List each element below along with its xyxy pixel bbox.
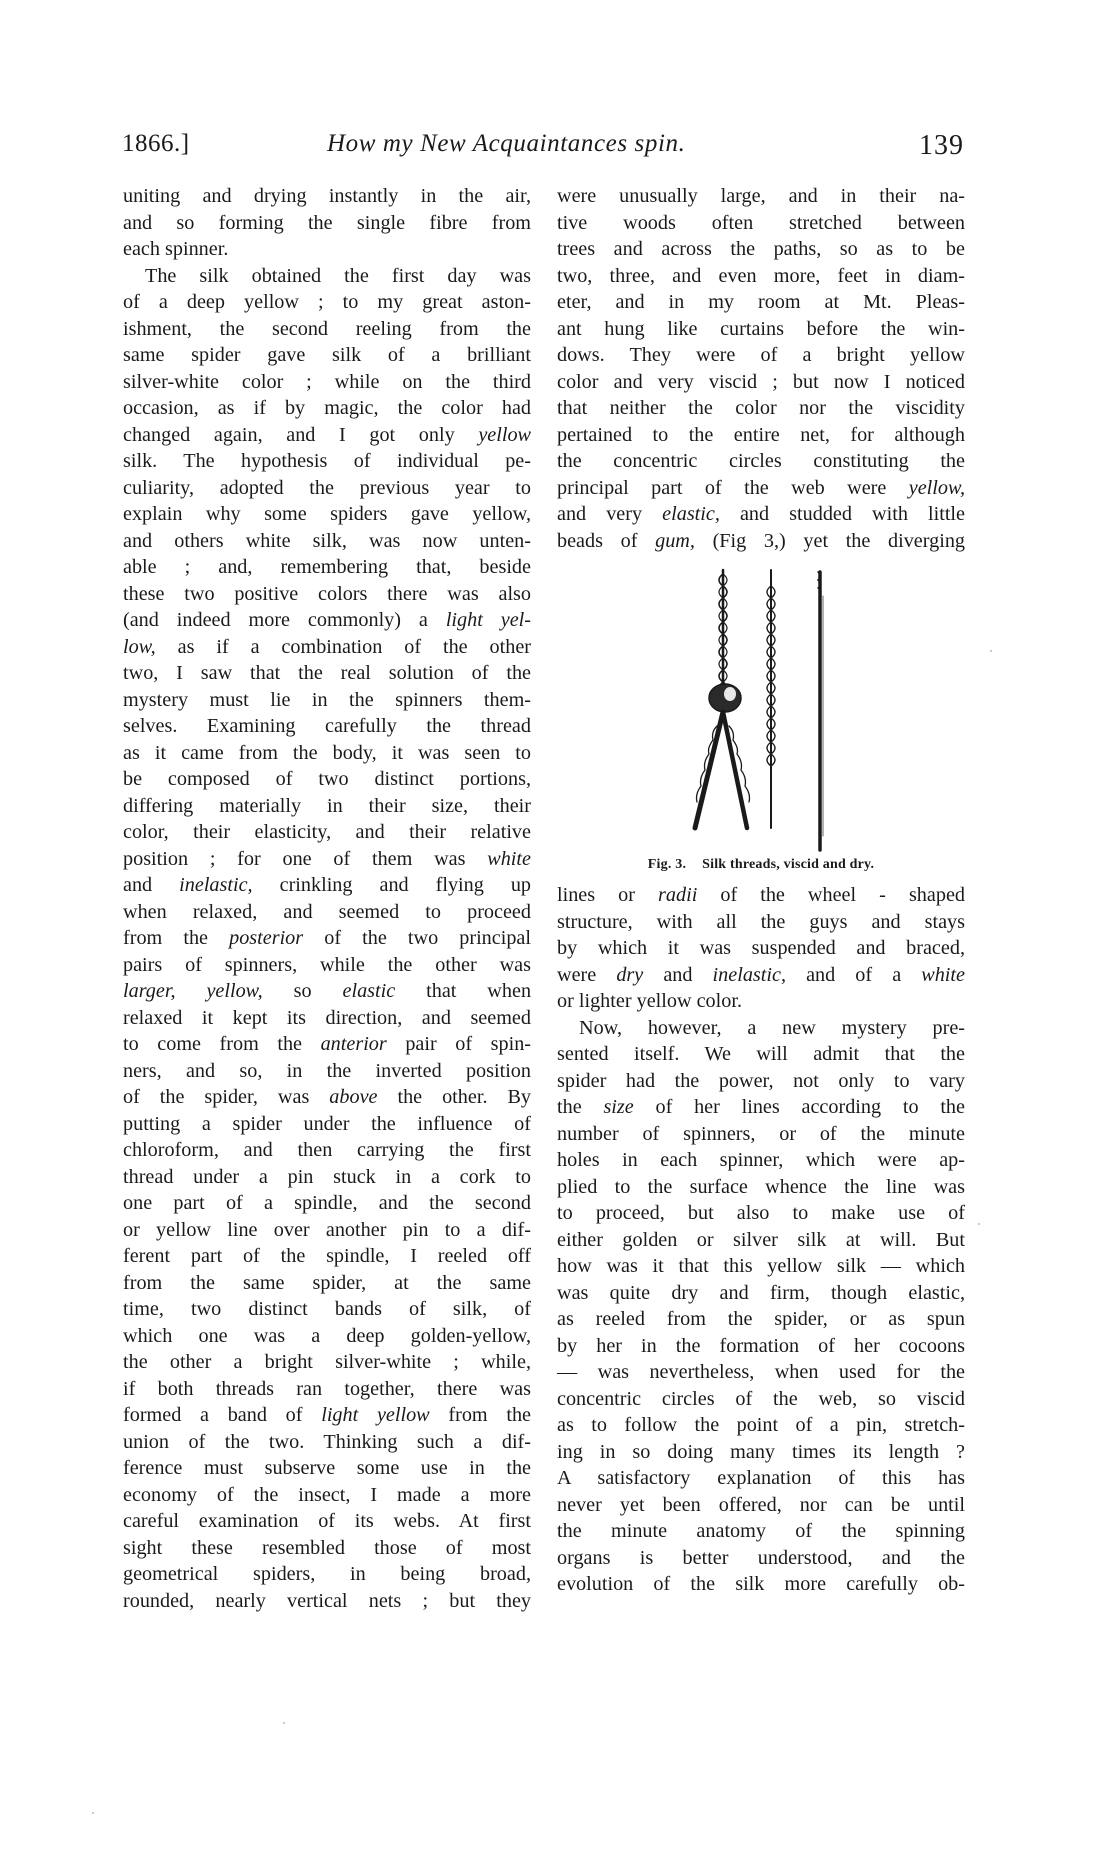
text-line: which one was a deep golden-yellow, [123, 1324, 531, 1347]
italic-term: anterior [320, 1033, 387, 1055]
text-line: and others white silk, was now unten- [123, 529, 531, 552]
text-line: to proceed, but also to make use of [557, 1202, 965, 1224]
text-line: same spider gave silk of a brilliant [123, 344, 531, 366]
text-line: and so forming the single fibre from [123, 211, 531, 234]
header-year: 1866.] [122, 130, 190, 157]
text-line: these two positive colors there was also [123, 582, 531, 605]
text-line: either golden or silver silk at will. But [557, 1228, 965, 1251]
scan-speck [978, 1223, 980, 1225]
text-line: concentric circles of the web, so viscid [557, 1387, 965, 1410]
text-line: never yet been offered, nor can be until [557, 1493, 965, 1516]
text-line: each spinner. [123, 238, 229, 260]
text-line: structure, with all the guys and stays [557, 910, 965, 933]
text-line: (and indeed more commonly) a light yel- [123, 609, 531, 631]
text-line: were unusually large, and in their na- [557, 185, 965, 207]
italic-term: light yellow [321, 1404, 430, 1426]
text-line: by which it was suspended and braced, [557, 937, 965, 959]
text-line: eter, and in my room at Mt. Pleas- [557, 291, 965, 313]
text-line: differing materially in their size, their [123, 794, 531, 817]
italic-term: inelastic, [712, 963, 786, 986]
text-line: when relaxed, and seemed to proceed [123, 900, 531, 923]
text-line: ant hung like curtains before the win- [557, 317, 965, 340]
text-line: mystery must lie in the spinners them- [123, 688, 531, 711]
text-line: the concentric circles constituting the [557, 450, 965, 472]
italic-term: radii [658, 884, 698, 906]
italic-term: larger, [123, 980, 176, 1002]
text-line: ference must subserve some use in the [123, 1457, 531, 1479]
italic-term: white [487, 847, 531, 870]
text-line: tive woods often stretched between [557, 211, 965, 234]
text-line: color, their elasticity, and their relative [123, 821, 531, 843]
scan-speck [92, 1812, 94, 1814]
text-line: careful examination of its webs. At first [123, 1510, 531, 1532]
text-line: uniting and drying instantly in the air, [123, 185, 531, 207]
italic-term: yellow [478, 423, 532, 446]
figure-caption [557, 852, 965, 879]
italic-term: elastic [342, 980, 396, 1002]
italic-term: dry [616, 963, 644, 986]
page-number: 139 [919, 130, 964, 161]
text-line: of a deep yellow ; to my great aston- [123, 291, 531, 313]
text-line: one part of a spindle, and the second [123, 1192, 531, 1214]
italic-term: low, [123, 635, 156, 658]
text-line: be composed of two distinct portions, [123, 768, 531, 790]
text-line: or lighter yellow color. [557, 990, 743, 1012]
italic-term: yellow, [908, 476, 965, 499]
text-line: by her in the formation of her cocoons [557, 1334, 965, 1357]
right-column [557, 183, 965, 1598]
text-line: ishment, the second reeling from the [123, 317, 531, 340]
text-line: the minute anatomy of the spinning [557, 1520, 965, 1542]
text-line: of the spider, was above the other. By [123, 1086, 532, 1108]
text-line: plied to the surface whence the line was [557, 1175, 965, 1198]
text-line: and inelastic, crinkling and flying up [123, 874, 532, 896]
text-line: rounded, nearly vertical nets ; but they [123, 1589, 531, 1612]
text-line: thread under a pin stuck in a cork to [123, 1165, 531, 1188]
header-title: How my New Acquaintances spin. [327, 130, 686, 157]
text-line: low, as if a combination of the other [123, 635, 532, 658]
text-line: — was nevertheless, when used for the [557, 1361, 965, 1383]
text-line: beads of gum, (Fig 3,) yet the diverging [557, 529, 966, 552]
text-line: dows. They were of a bright yellow [557, 344, 965, 366]
text-line: the size of her lines according to the [557, 1096, 965, 1118]
text-line: explain why some spiders gave yellow, [123, 503, 531, 525]
text-line: position ; for one of them was white [123, 847, 531, 870]
figure-label: Fig. 3. [647, 857, 687, 872]
italic-term: elastic, [662, 503, 720, 525]
italic-term: white [921, 963, 965, 986]
text-line: as reeled from the spider, or as spun [557, 1308, 965, 1330]
text-line: organs is better understood, and the [557, 1546, 965, 1569]
text-line: able ; and, remembering that, beside [123, 556, 531, 578]
text-line: that neither the color nor the viscidity [557, 397, 965, 419]
text-line: or yellow line over another pin to a dif- [123, 1218, 531, 1241]
figure-3 [557, 560, 965, 882]
text-line: putting a spider under the influence of [123, 1112, 531, 1135]
italic-term: above [329, 1086, 378, 1108]
text-line: color and very viscid ; but now I noticed [557, 370, 965, 393]
text-line: ferent part of the spindle, I reeled off [123, 1245, 531, 1267]
text-line: if both threads ran together, there was [123, 1377, 531, 1400]
text-line: trees and across the paths, so as to be [557, 238, 965, 260]
italic-term: inelastic, [179, 874, 253, 896]
text-line: ners, and so, in the inverted position [123, 1059, 531, 1082]
text-line: economy of the insect, I made a more [123, 1483, 531, 1506]
text-line: larger, yellow, so elastic that when [123, 980, 532, 1002]
text-line: principal part of the web were yellow, [557, 476, 965, 499]
text-line: silk. The hypothesis of individual pe- [123, 450, 531, 472]
text-line: and very elastic, and studded with little [557, 503, 965, 525]
paragraph-start: The silk obtained the first day was [145, 264, 531, 287]
text-line: to come from the anterior pair of spin- [123, 1033, 532, 1055]
scan-speck [283, 1722, 285, 1724]
italic-term: gum, [655, 529, 695, 552]
text-line: A satisfactory explanation of this has [557, 1467, 965, 1489]
text-line: time, two distinct bands of silk, of [123, 1298, 531, 1320]
figure-caption-text: Silk threads, viscid and dry. [702, 857, 875, 872]
text-line: pairs of spinners, while the other was [123, 953, 531, 976]
text-line: sented itself. We will admit that the [557, 1043, 965, 1065]
scan-speck [990, 650, 992, 652]
silk-threads-illustration [687, 566, 847, 856]
text-line: the other a bright silver-white ; while, [123, 1351, 531, 1373]
text-line: spider had the power, not only to vary [557, 1069, 965, 1092]
text-line: selves. Examining carefully the thread [123, 715, 531, 737]
text-line: silver-white color ; while on the third [123, 370, 531, 393]
text-line: number of spinners, or of the minute [557, 1122, 965, 1145]
text-line: from the same spider, at the same [123, 1271, 531, 1294]
paragraph-start: Now, however, a new mystery pre- [579, 1016, 965, 1039]
text-line: relaxed it kept its direction, and seemed [123, 1006, 531, 1029]
text-line: union of the two. Thinking such a dif- [123, 1430, 531, 1453]
text-line: was quite dry and firm, though elastic, [557, 1281, 965, 1304]
italic-term: light yel- [445, 609, 531, 631]
text-line: changed again, and I got only yellow [123, 423, 532, 446]
text-line: were dry and inelastic, and of a white [557, 963, 965, 986]
text-line: as to follow the point of a pin, stretch- [557, 1414, 965, 1436]
text-line: two, I saw that the real solution of the [123, 662, 531, 684]
running-head [122, 128, 964, 160]
text-line: evolution of the silk more carefully ob- [557, 1573, 965, 1595]
text-line: formed a band of light yellow from the [123, 1404, 532, 1426]
text-line: how was it that this yellow silk — which [557, 1255, 965, 1277]
text-line: sight these resembled those of most [123, 1536, 531, 1559]
text-line: from the posterior of the two principal [123, 927, 532, 949]
text-line: culiarity, adopted the previous year to [123, 476, 531, 499]
italic-term: yellow, [206, 980, 263, 1002]
text-line: geometrical spiders, in being broad, [123, 1563, 531, 1585]
text-line: as it came from the body, it was seen to [123, 741, 531, 764]
text-line: two, three, and even more, feet in diam- [557, 264, 965, 287]
left-column [123, 183, 531, 1614]
text-line: chloroform, and then carrying the first [123, 1139, 531, 1161]
text-line: ing in so doing many times its length ? [557, 1440, 965, 1463]
text-line: lines or radii of the wheel - shaped [557, 884, 965, 906]
text-line: occasion, as if by magic, the color had [123, 397, 531, 419]
italic-term: size [603, 1096, 634, 1118]
text-line: holes in each spinner, which were ap- [557, 1149, 965, 1171]
text-line: pertained to the entire net, for although [557, 423, 965, 446]
italic-term: posterior [229, 927, 304, 949]
